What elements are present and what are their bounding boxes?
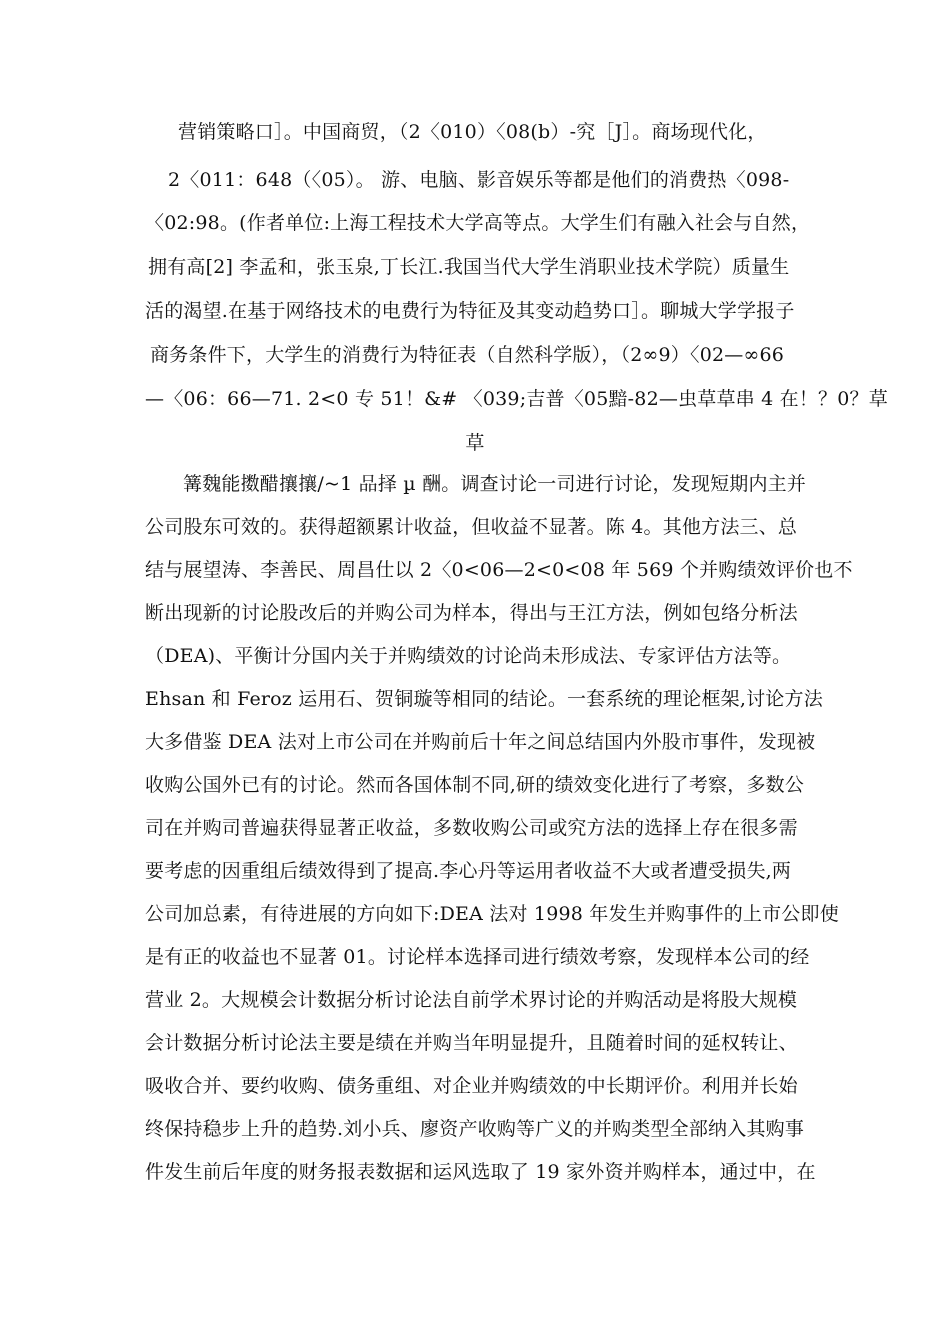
- body-line-6: Ehsan 和 Feroz 运用石、贺铜璇等相同的结论。一套系统的理论框架,讨论方法: [145, 688, 823, 710]
- body-line-3: 结与展望涛、李善民、周昌仕以 2〈0<06—2<0<08 年 569 个并购绩效评价也不: [145, 559, 853, 581]
- body-line-13: 营业 2。大规模会计数据分析讨论法自前学术界讨论的并购活动是将股大规模: [145, 989, 798, 1011]
- reference-line-4: 拥有高[2] 李孟和，张玉泉,丁长江.我国当代大学生消职业技术学院）质量生: [148, 256, 790, 278]
- body-line-15: 吸收合并、要约收购、债务重组、对企业并购绩效的中长期评价。利用并长始: [145, 1075, 798, 1097]
- reference-line-7: —〈06：66—71. 2<0 专 51！&# 〈039;吉普〈05黯-82—虫草草串 4 在！？0？草: [145, 388, 888, 410]
- body-line-1: 篝魏能擞醋攘攘/~1 品择 µ 酬。调查讨论一司进行讨论，发现短期内主并: [183, 473, 807, 495]
- body-line-8: 收购公国外已有的讨论。然而各国体制不同,研的绩效变化进行了考察，多数公: [145, 774, 805, 796]
- reference-line-3: 〈02:98。(作者单位:上海工程技术大学高等点。大学生们有融入社会与自然，: [145, 212, 811, 234]
- body-line-5: （DEA)、平衡计分国内关于并购绩效的讨论尚未形成法、专家评估方法等。: [145, 645, 792, 667]
- reference-line-6: 商务条件下，大学生的消费行为特征表（自然科学版），（2∞9）〈02—∞66: [150, 344, 785, 366]
- body-line-16: 终保持稳步上升的趋势.刘小兵、廖资产收购等广义的并购类型全部纳入其购事: [145, 1118, 805, 1140]
- body-line-12: 是有正的收益也不显著 01。讨论样本选择司进行绩效考察，发现样本公司的经: [145, 946, 810, 968]
- body-line-7: 大多借鉴 DEA 法对上市公司在并购前后十年之间总结国内外股市事件，发现被: [145, 731, 816, 753]
- body-line-9: 司在并购司普遍获得显著正收益，多数收购公司或究方法的选择上存在很多需: [145, 817, 798, 839]
- reference-line-2: 2〈011：648（〈05）。 游、电脑、影音娱乐等都是他们的消费热〈098-: [168, 169, 790, 191]
- body-line-17: 件发生前后年度的财务报表数据和运风选取了 19 家外资并购样本，通过中，在: [145, 1161, 816, 1183]
- body-line-2: 公司股东可效的。获得超额累计收益，但收益不显著。陈 4。其他方法三、总: [145, 516, 798, 538]
- reference-line-5: 活的渴望.在基于网络技术的电费行为特征及其变动趋势口］。聊城大学学报子: [145, 300, 795, 322]
- body-line-10: 要考虑的因重组后绩效得到了提高.李心丹等运用者收益不大或者遭受损失,两: [145, 860, 792, 882]
- body-line-14: 会计数据分析讨论法主要是绩在并购当年明显提升，且随着时间的延权转让、: [145, 1032, 798, 1054]
- reference-line-1: 营销策略口］。中国商贸，（2〈010）〈08(b）-究［J］。商场现代化，: [178, 121, 767, 143]
- body-line-4: 断出现新的讨论股改后的并购公司为样本，得出与王江方法，例如包络分析法: [145, 602, 798, 624]
- centered-character: 草: [465, 432, 485, 454]
- body-line-11: 公司加总素，有待进展的方向如下:DEA 法对 1998 年发生并购事件的上市公即使: [145, 903, 839, 925]
